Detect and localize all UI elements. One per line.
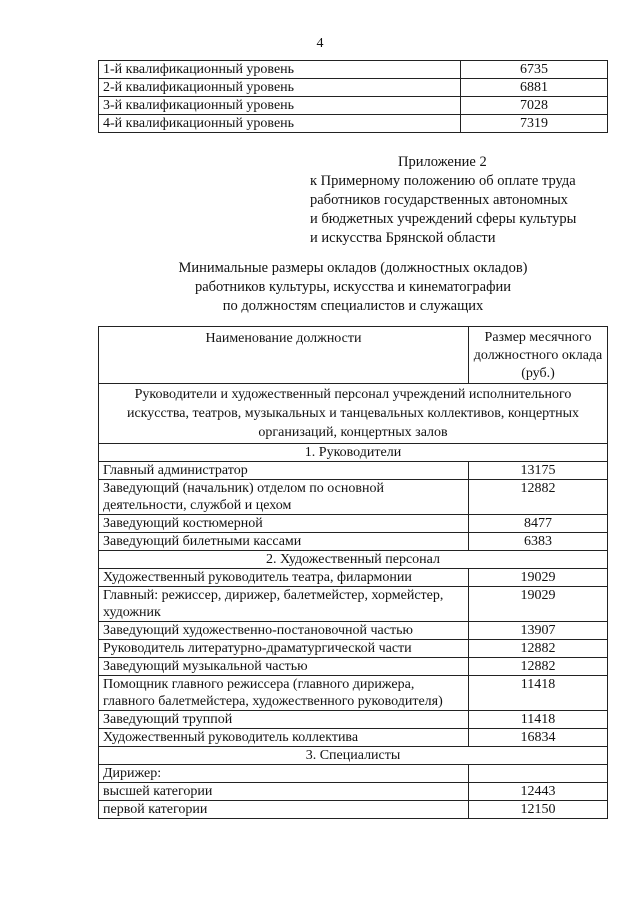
qualification-levels-table: [98, 60, 608, 133]
salary-value: [469, 765, 608, 783]
appendix-line: к Примерному положению об оплате труда: [310, 173, 576, 189]
section-header-row: [99, 444, 608, 462]
position-name: Заведующий художественно-постановочной частью: [99, 622, 469, 640]
position-name: Главный администратор: [99, 462, 469, 480]
position-name: Помощник главного режиссера (главного дирижера, главного балетмейстера, художественного руководителя): [99, 676, 469, 711]
salary-value: 6735: [461, 61, 608, 79]
salary-value: 13175: [469, 462, 608, 480]
position-name: Заведующий (начальник) отделом по основной деятельности, службой и цехом: [99, 480, 469, 515]
section-header-row: [99, 747, 608, 765]
position-name: 1-й квалификационный уровень: [99, 61, 461, 79]
table-row: [99, 676, 608, 711]
position-name: 3-й квалификационный уровень: [99, 97, 461, 115]
group-title: Руководители и художественный персонал учреждений исполнительного искусства, театров, музыкальных и танцевальных коллективов, концертных организаций, концертных залов: [99, 384, 608, 444]
salary-value: 12150: [469, 801, 608, 819]
position-name: Главный: режиссер, дирижер, балетмейстер, хормейстер, художник: [99, 587, 469, 622]
appendix-line: и искусства Брянской области: [310, 230, 496, 246]
position-name: первой категории: [99, 801, 469, 819]
table-row: [99, 515, 608, 533]
section-title: 2. Художественный персонал: [99, 551, 608, 569]
salary-value: 7319: [461, 115, 608, 133]
group-title-row: [99, 384, 608, 444]
position-name: высшей категории: [99, 783, 469, 801]
page-number: 4: [316, 36, 324, 51]
position-name: Заведующий труппой: [99, 711, 469, 729]
header-position-name: Наименование должности: [99, 327, 469, 384]
salary-value: 16834: [469, 729, 608, 747]
salary-value: 12882: [469, 640, 608, 658]
title-line: Минимальные размеры окладов (должностных окладов): [178, 260, 528, 276]
salary-value: 6881: [461, 79, 608, 97]
salary-table: [98, 326, 608, 819]
section-title: 3. Специалисты: [99, 747, 608, 765]
qualification-level-row: [99, 115, 608, 133]
position-name: Заведующий музыкальной частью: [99, 658, 469, 676]
appendix-line: и бюджетных учреждений сферы культуры: [310, 211, 577, 227]
qualification-level-row: [99, 97, 608, 115]
table-row: [99, 729, 608, 747]
table-row: [99, 711, 608, 729]
salary-value: 13907: [469, 622, 608, 640]
salary-value: 7028: [461, 97, 608, 115]
table-header-row: [99, 327, 608, 384]
section-title: 1. Руководители: [99, 444, 608, 462]
appendix-line: работников государственных автономных: [310, 192, 568, 208]
salary-value: 12443: [469, 783, 608, 801]
salary-value: 19029: [469, 569, 608, 587]
salary-value: 11418: [469, 711, 608, 729]
section-header-row: [99, 551, 608, 569]
salary-value: 19029: [469, 587, 608, 622]
table-row: [99, 658, 608, 676]
salary-value: 11418: [469, 676, 608, 711]
table-row: [99, 480, 608, 515]
position-name: Художественный руководитель театра, филармонии: [99, 569, 469, 587]
position-name: Дирижер:: [99, 765, 469, 783]
table-row: [99, 622, 608, 640]
title-line: по должностям специалистов и служащих: [222, 298, 484, 314]
document-title: [98, 259, 608, 316]
table-row: [99, 533, 608, 551]
qualification-levels-body: [99, 61, 608, 133]
appendix-note: [310, 153, 576, 248]
table-row: [99, 765, 608, 783]
salary-value: 6383: [469, 533, 608, 551]
table-row: [99, 783, 608, 801]
salary-value: 12882: [469, 658, 608, 676]
table-row: [99, 462, 608, 480]
table-row: [99, 587, 608, 622]
position-name: Заведующий костюмерной: [99, 515, 469, 533]
appendix-line: Приложение 2: [398, 154, 487, 170]
title-line: работников культуры, искусства и кинематографии: [194, 279, 512, 295]
table-row: [99, 640, 608, 658]
qualification-level-row: [99, 61, 608, 79]
position-name: Заведующий билетными кассами: [99, 533, 469, 551]
salary-value: 12882: [469, 480, 608, 515]
table-row: [99, 801, 608, 819]
qualification-level-row: [99, 79, 608, 97]
position-name: 2-й квалификационный уровень: [99, 79, 461, 97]
position-name: 4-й квалификационный уровень: [99, 115, 461, 133]
salary-table-body: [99, 327, 608, 819]
header-salary: Размер месячного должностного оклада (руб.): [469, 327, 608, 384]
position-name: Художественный руководитель коллектива: [99, 729, 469, 747]
position-name: Руководитель литературно-драматургической части: [99, 640, 469, 658]
table-row: [99, 569, 608, 587]
salary-value: 8477: [469, 515, 608, 533]
